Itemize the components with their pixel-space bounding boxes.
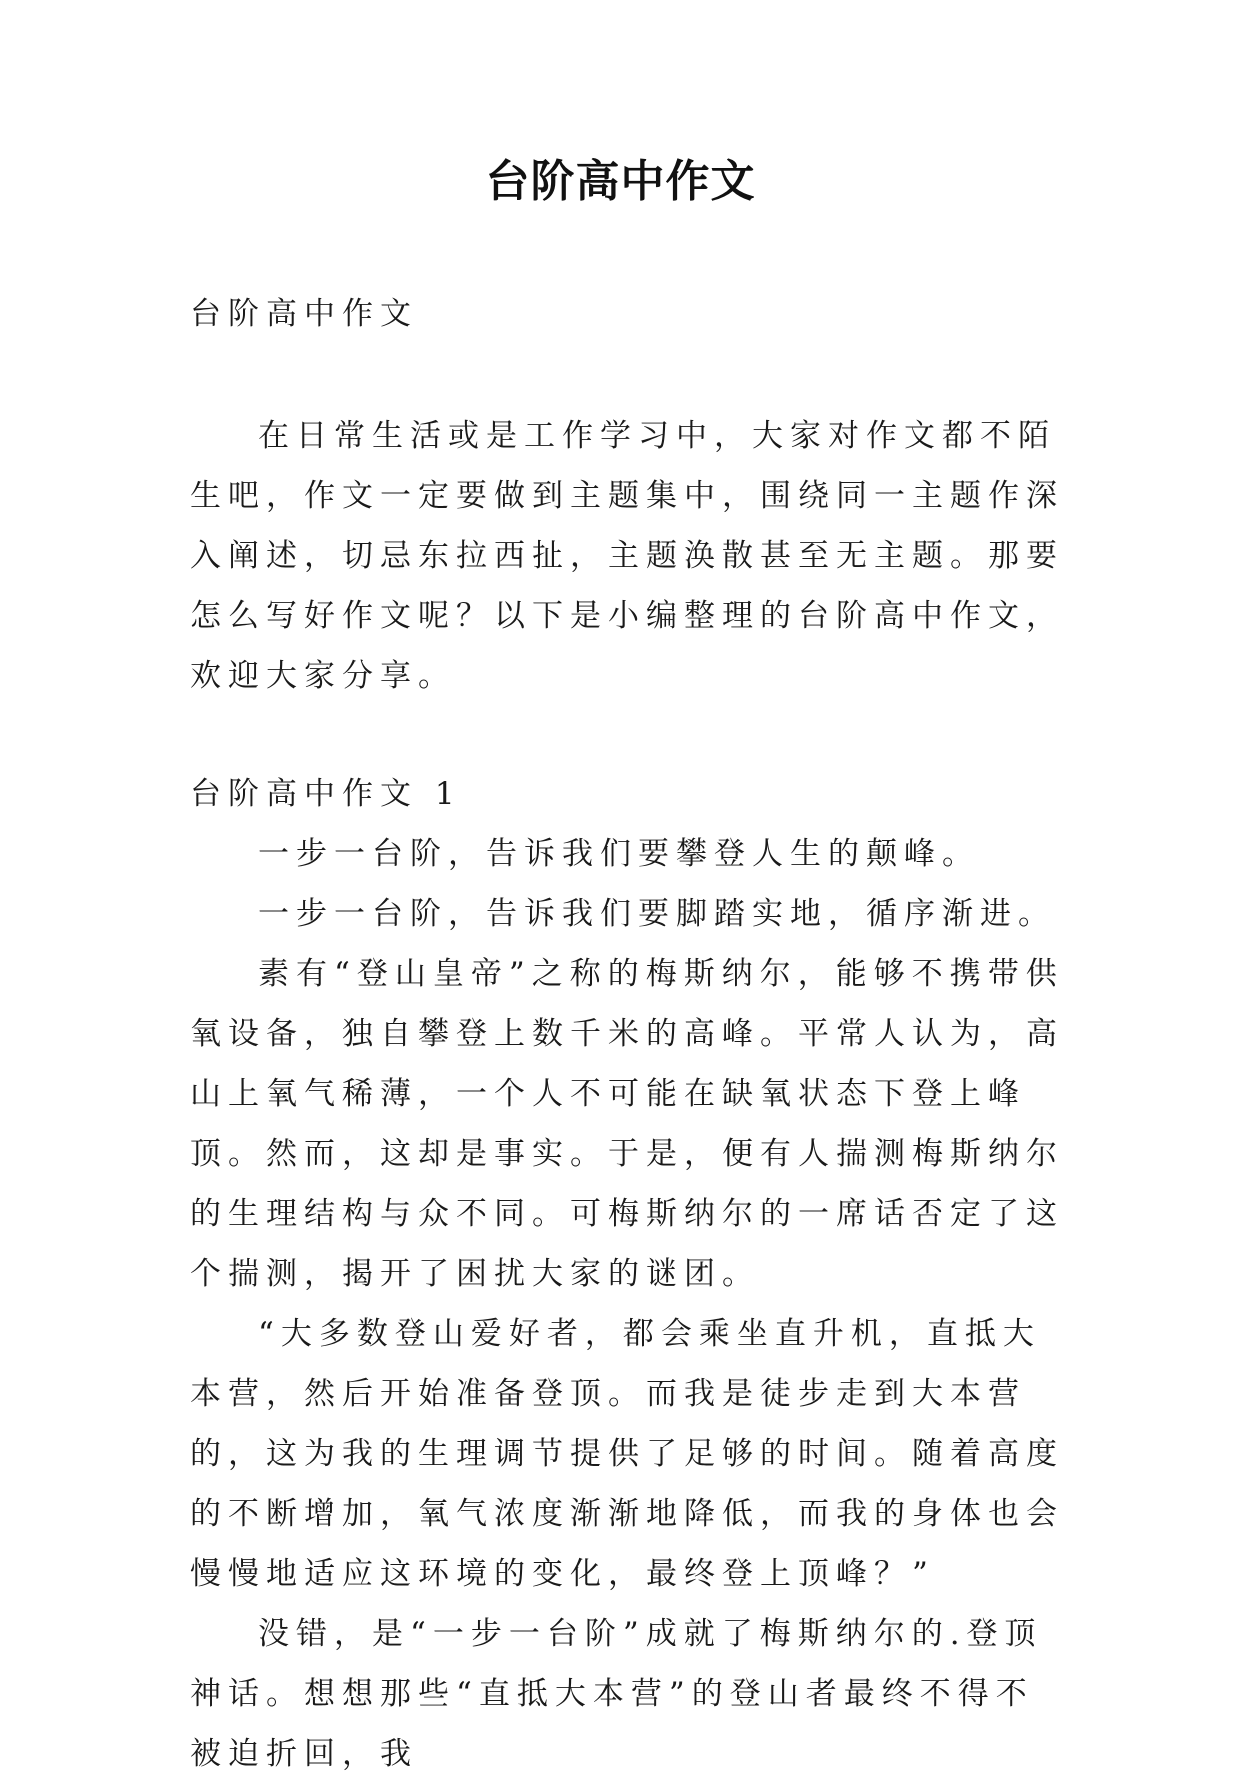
spacer bbox=[190, 344, 1070, 406]
section-heading: 台阶高中作文 1 bbox=[190, 776, 462, 812]
document-title: 台阶高中作文 bbox=[485, 156, 756, 207]
document-body bbox=[190, 284, 1070, 1784]
body-paragraph: 没错，是“一步一台阶”成就了梅斯纳尔的.登顶神话。想想那些“直抵大本营”的登山者最终不得不被迫折回，我 bbox=[190, 1616, 1043, 1772]
body-paragraph: 一步一台阶，告诉我们要脚踏实地，循序渐进。 bbox=[258, 896, 1056, 932]
document-subtitle: 台阶高中作文 bbox=[190, 296, 418, 332]
body-paragraph: 素有“登山皇帝”之称的梅斯纳尔，能够不携带供氧设备，独自攀登上数千米的高峰。平常人认为，高山上氧气稀薄，一个人不可能在缺氧状态下登上峰顶。然而，这却是事实。于是，便有人揣测梅斯纳尔的生理结构与众不同。可梅斯纳尔的一席话否定了这个揣测，揭开了困扰大家的谜团。 bbox=[190, 956, 1064, 1292]
body-paragraph: 一步一台阶，告诉我们要攀登人生的颠峰。 bbox=[258, 836, 980, 872]
intro-paragraph: 在日常生活或是工作学习中，大家对作文都不陌生吧，作文一定要做到主题集中，围绕同一主题作深入阐述，切忌东拉西扯，主题涣散甚至无主题。那要怎么写好作文呢？以下是小编整理的台阶高中作文，欢迎大家分享。 bbox=[190, 418, 1064, 694]
body-paragraph: “大多数登山爱好者，都会乘坐直升机，直抵大本营，然后开始准备登顶。而我是徒步走到大本营的，这为我的生理调节提供了足够的时间。随着高度的不断增加，氧气浓度渐渐地降低，而我的身体也会慢慢地适应这环境的变化，最终登上顶峰？” bbox=[190, 1316, 1064, 1592]
spacer bbox=[190, 706, 1070, 764]
